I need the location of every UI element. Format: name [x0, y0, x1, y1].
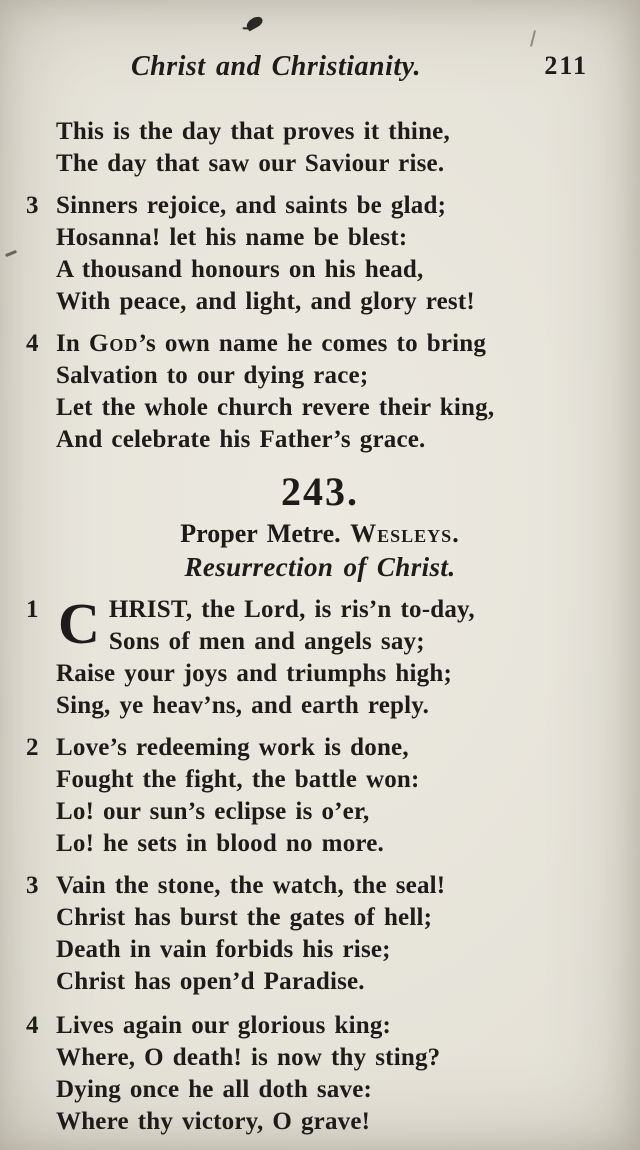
verse-line: Love’s redeeming work is done, [56, 734, 409, 761]
stanza-4-prev [26, 328, 614, 456]
page-number: 211 [544, 51, 588, 80]
hymn-title: Resurrection of Christ. [184, 552, 456, 582]
verse-line: Christ has open’d Paradise. [56, 968, 365, 995]
verse-line: Sons of men and angels say; [108, 628, 425, 655]
hymn-text-block [0, 116, 640, 1138]
verse-line: Sinners rejoice, and saints be glad; [56, 192, 447, 219]
stanza-1 [26, 591, 614, 722]
verse-line: With peace, and light, and glory rest! [56, 288, 475, 315]
verse-line: Dying once he all doth save: [56, 1076, 373, 1103]
stanza-number: 4 [26, 1012, 39, 1039]
author-label: Wesleys. [350, 519, 460, 548]
meter-line [26, 518, 614, 550]
verse-line: Fought the fight, the battle won: [56, 766, 420, 793]
ink-blot-mark [245, 15, 265, 32]
stanza-number: 4 [26, 330, 39, 357]
stanza-number: 3 [26, 872, 39, 899]
verse-line: Where thy victory, O grave! [56, 1108, 371, 1135]
verse-line: In God’s own name he comes to bring [56, 330, 487, 357]
hymn-number: 243. [281, 469, 359, 514]
verse-line: A thousand honours on his head, [56, 256, 424, 283]
verse-line: Vain the stone, the watch, the seal! [56, 872, 446, 899]
verse-line: Christ has burst the gates of hell; [56, 904, 433, 931]
running-title: Christ and Christianity. [130, 51, 422, 82]
dropcap-initial: C [58, 591, 100, 656]
meter-label: Proper Metre. [180, 519, 341, 548]
page-header [30, 50, 610, 86]
verse-line: Sing, ye heav’ns, and earth reply. [56, 692, 430, 719]
verse-line: Hosanna! let his name be blest: [56, 224, 408, 251]
verse-line: The day that saw our Saviour rise. [56, 150, 445, 177]
verse-line: Where, O death! is now thy sting? [56, 1044, 441, 1071]
verse-line: Lives again our glorious king: [56, 1012, 392, 1039]
verse-line: Raise your joys and triumphs high; [56, 660, 452, 687]
stanza-number: 3 [26, 192, 39, 219]
verse-line: This is the day that proves it thine, [56, 118, 450, 145]
verse-line: Lo! he sets in blood no more. [56, 830, 385, 857]
scratch-mark [530, 30, 536, 47]
verse-line: And celebrate his Father’s grace. [56, 426, 426, 453]
stanza-4 [26, 1010, 614, 1138]
verse-line: Lo! our sun’s eclipse is o’er, [56, 798, 370, 825]
stanza-partial [26, 116, 614, 180]
stanza-3-prev [26, 190, 614, 318]
smallcaps-god: God [88, 330, 139, 357]
verse-line: Death in vain forbids his rise; [56, 936, 391, 963]
stanza-3 [26, 870, 614, 998]
verse-line: Salvation to our dying race; [56, 362, 369, 389]
verse-line: HRIST, the Lord, is ris’n to-day, [108, 596, 475, 623]
stanza-2 [26, 732, 614, 860]
stanza-number: 1 [26, 596, 39, 623]
verse-line: Let the whole church revere their king, [56, 394, 495, 421]
stanza-number: 2 [26, 734, 39, 761]
